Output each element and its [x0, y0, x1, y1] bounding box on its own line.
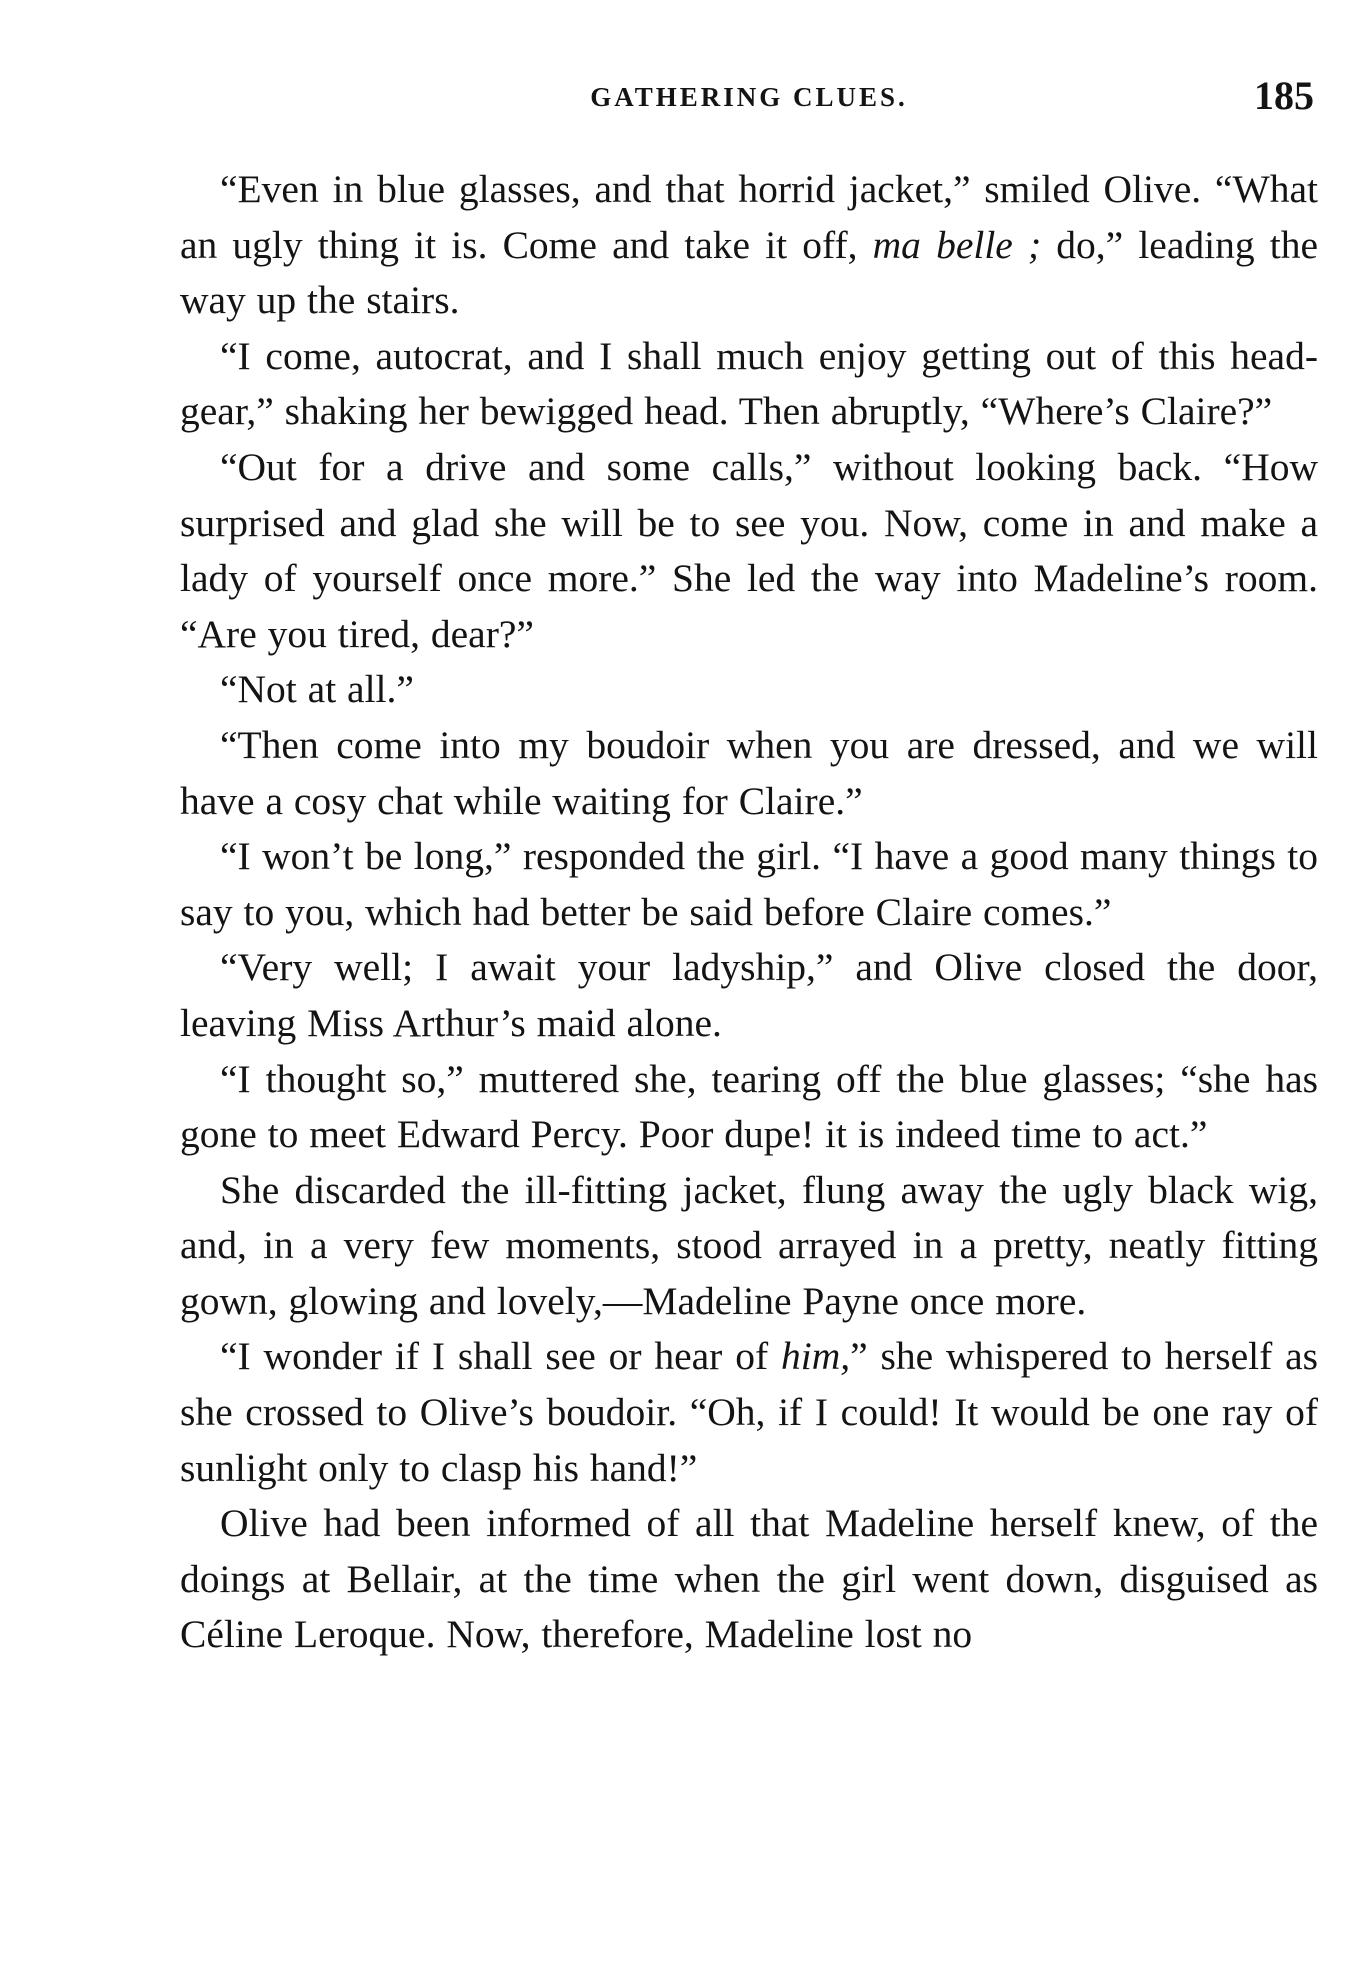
paragraph: “Out for a drive and some calls,” without looking back. “How surprised and glad she will be to see you. Now, come in and make a lady of yourself once more.” She led the way into Madeline’s room. “Are you tired, dear?” — [180, 444, 1318, 656]
paragraph: “Very well; I await your ladyship,” and Olive closed the door, leaving Miss Arthur’s maid alone. — [180, 945, 1318, 1045]
paragraph: “I come, autocrat, and I shall much enjoy getting out of this head-gear,” shaking her bewigged head. Then abruptly, “Where’s Claire?” — [180, 333, 1318, 434]
text-run: “I wonder if I shall see or hear of — [220, 1334, 781, 1379]
paragraph — [180, 162, 1318, 329]
text-run: do,” leading the way up the stairs. — [180, 222, 1318, 323]
text-run: “Even in blue glasses, and that horrid jacket,” smiled Olive. “What an ugly thing it is. Come and take it off, — [180, 167, 1318, 267]
paragraph: She discarded the ill-fitting jacket, flung away the ugly black wig, and, in a very few moments, stood arrayed in a pretty, neatly fitting gown, glowing and lovely,—Madeline Payne once more. — [180, 1167, 1318, 1323]
paragraph: “I won’t be long,” responded the girl. “I have a good many things to say to you, which had better be said before Claire comes.” — [180, 834, 1318, 934]
paragraph — [180, 1329, 1318, 1496]
paragraph: Olive had been informed of all that Madeline herself knew, of the doings at Bellair, at the time when the girl went down, disguised as Céline Leroque. Now, therefore, Madeline lost no — [180, 1501, 1318, 1657]
italic-text: ma belle ; — [872, 222, 1042, 267]
italic-text: him, — [780, 1334, 851, 1379]
text-run: ” she whispered to herself as she crossed to Olive’s boudoir. “Oh, if I could! It would be one ray of sunlight only to clasp his hand!” — [180, 1334, 1319, 1490]
paragraph: “I thought so,” muttered she, tearing off the blue glasses; “she has gone to meet Edward Percy. Poor dupe! it is indeed time to act.” — [180, 1056, 1318, 1157]
body-text — [180, 162, 1318, 1663]
running-title: GATHERING CLUES. — [590, 82, 908, 112]
paragraph: “Then come into my boudoir when you are dressed, and we will have a cosy chat while waiting for Claire.” — [180, 722, 1318, 823]
running-head — [180, 72, 1318, 122]
page-number: 185 — [1254, 73, 1314, 118]
paragraph: “Not at all.” — [220, 667, 414, 712]
